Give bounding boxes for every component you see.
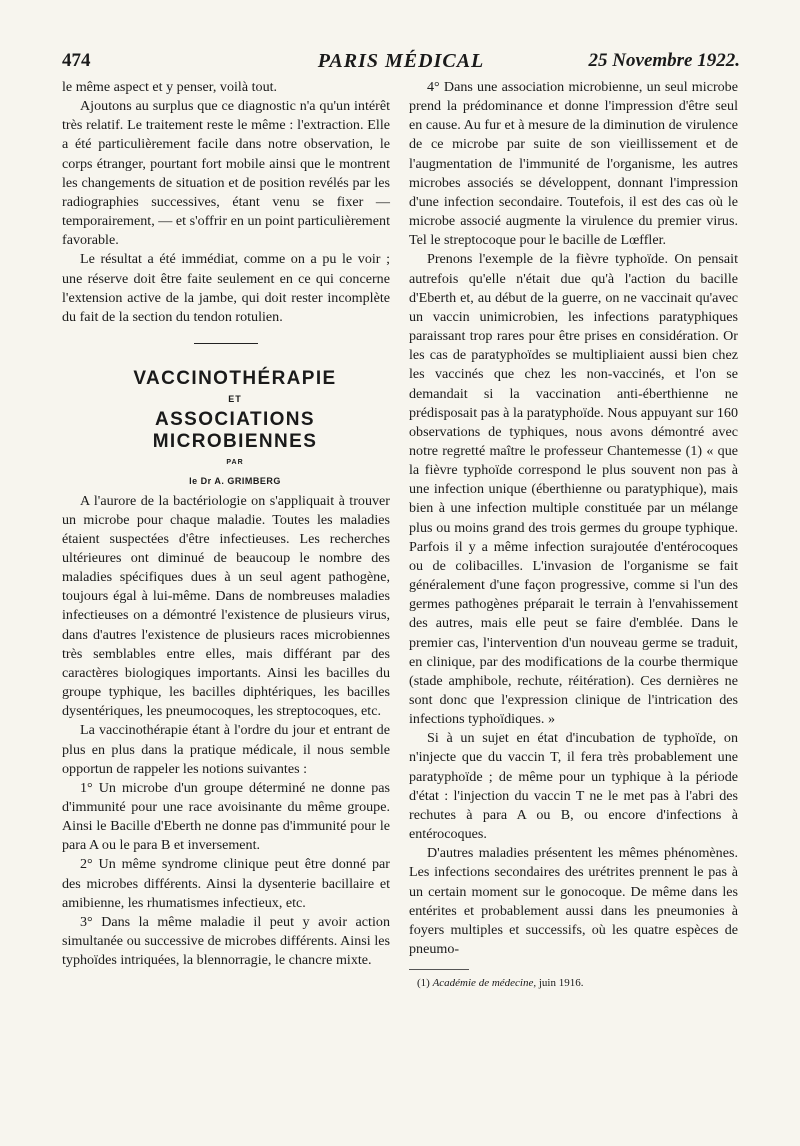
footnote: [409, 976, 738, 990]
section-divider: [194, 343, 258, 344]
list-item: 3° Dans la même maladie il peut y avoir action simultanée ou successive de microbes différents. Ainsi les typhoïdes intriquées, la blennorragie, le chancre mixte.: [62, 913, 390, 969]
running-title: PARIS MÉDICAL: [317, 50, 485, 72]
footnote-source: Académie de médecine,: [432, 977, 537, 990]
footnote-marker: (1): [417, 977, 430, 990]
issue-date: 25 Novembre 1922.: [588, 50, 740, 71]
list-item: 2° Un même syndrome clinique peut être donné par des microbes différents. Ainsi la dysenterie bacillaire et amibienne, les rhumatismes infectieux, etc.: [62, 856, 390, 911]
footnote-date: juin 1916.: [538, 977, 584, 990]
article-title-line1: VACCINOTHÉRAPIE: [133, 368, 337, 390]
paragraph: le même aspect et y penser, voilà tout.: [62, 79, 278, 95]
paragraph: A l'aurore de la bactériologie on s'appliquait à trouver un microbe pour chaque maladie. Toutes les maladies étaient suspectées d'être infectieuses. Les recherches ultérieures ont diminué de beaucoup le nombre des maladies spécifiques dues à un seul agent pathogène, toujours égal à lui-même. Dans de nombreuses maladies infectieuses on a démontré l'existence de plusieurs virus, dans d'autres l'existence de plusieurs races microbiennes très semblables entre elles, mais différant par des caractères biologiques importants. Ainsi les bacilles du groupe typhique, les bacilles diphtériques, les bacilles dysentériques, les pneumocoques, les streptocoques, etc.: [62, 492, 390, 720]
right-column: [409, 78, 738, 990]
article-title-line2: ASSOCIATIONS: [154, 409, 315, 431]
list-item: 4° Dans une association microbienne, un seul microbe prend la prédominance et donne l'impression d'être seul en cause. Au fur et à mesure de la diminution de virulence de ce microbe par suite de son vieillissement et de l'augmentation de l'immunité de l'organisme, les autres microbes associés se développent, donnant l'impression d'une infection secondaire. Toutefois, il est des cas où le microbe associé augmente la virulence du premier virus. Tel le streptocoque pour le bacille de Lœffler.: [409, 79, 738, 249]
byline-author: le Dr A. GRIMBERG: [189, 476, 281, 487]
page-number: 474: [62, 50, 91, 71]
byline-par: PAR: [226, 459, 244, 467]
article-title-et: ET: [228, 394, 242, 405]
paragraph: La vaccinothérapie étant à l'ordre du jour et entrant de plus en plus dans la pratique médicale, il nous semble opportun de rappeler les notions suivantes :: [62, 722, 390, 777]
paragraph: Le résultat a été immédiat, comme on a pu le voir ; une réserve doit être faite seulement en ce qui concerne l'extension active de la jambe, qui doit rester incomplète du fait de la section du tendon rotulien.: [62, 251, 390, 325]
list-item: 1° Un microbe d'un groupe déterminé ne donne pas d'immunité pour une race avoisinante du même groupe. Ainsi le Bacille d'Eberth ne donne pas d'immunité pour le para A ou le para B et inversement.: [62, 779, 390, 854]
footnote-divider: [409, 969, 469, 970]
article-title-line3: MICROBIENNES: [152, 431, 318, 453]
paragraph: Ajoutons au surplus que ce diagnostic n'a qu'un intérêt très relatif. Le traitement reste le même : l'extraction. Elle a été particulièrement facile dans notre observation, le corps étranger, pourtant fort mobile ainsi que le montrent les changements de situation et de position revélés par les radiographies successives, étant venu se fixer — temporairement, — et s'offrir en un point particulièrement favorable.: [62, 98, 390, 249]
left-column: [62, 78, 390, 970]
paragraph: Prenons l'exemple de la fièvre typhoïde. On pensait autrefois qu'elle n'était due qu'à l'action du bacille d'Eberth et, au début de la guerre, on ne vaccinait qu'avec un vaccin unimicrobien, les infections paratyphiques paraissant trop rares pour être prises en considération. Or les cas de paratyphoïdes se multipliaient aussi bien chez les vaccinés que chez les non-vaccinés, et l'on se demandait si la vaccination anti-éberthienne ne prédisposait pas à la paratyphoïde. Nous appuyant sur 160 observations de typhiques, nous avons démontré avec notre regretté maître le professeur Chantemesse (1) « que la fièvre typhoïde correspond le plus souvent non pas à une infection unique (éberthienne ou paratyphique), mais bien à une infection multiple constituée par un mélange plus ou moins grand des trois germes du groupe typhique. Parfois il y a même infection surajoutée d'entérocoques ou de colibacilles. L'invasion de l'organisme se fait généralement d'une façon progressive, comme si l'un des germes pathogènes préparait le terrain à l'envahissement des autres, mais elle peut se faire d'emblée. Dans le premier cas, l'intervention d'un nouveau germe se traduit, en clinique, par des modifications de la courbe thermique (stade amphibole, rechute, réitération). Ces dernières ne sont donc que l'expression clinique de l'intrication des infections typhoïdiques. »: [409, 251, 738, 728]
paragraph: Si à un sujet en état d'incubation de typhoïde, on n'injecte que du vaccin T, il fera très probablement une paratyphoïde ; de même pour un typhique à la période d'état : l'injection du vaccin T ne le met pas à l'abri des rechutes à para A ou B, ou encore d'infections à entérocoques.: [409, 730, 738, 843]
paragraph: D'autres maladies présentent les mêmes phénomènes. Les infections secondaires des urétrites prennent le pas à un certain moment sur le gonocoque. De même dans les entérites et probablement aussi dans les pneumonies à foyers multiples et successifs, où les quatre espèces de pneumo-: [409, 845, 738, 958]
page-header: [62, 50, 740, 74]
